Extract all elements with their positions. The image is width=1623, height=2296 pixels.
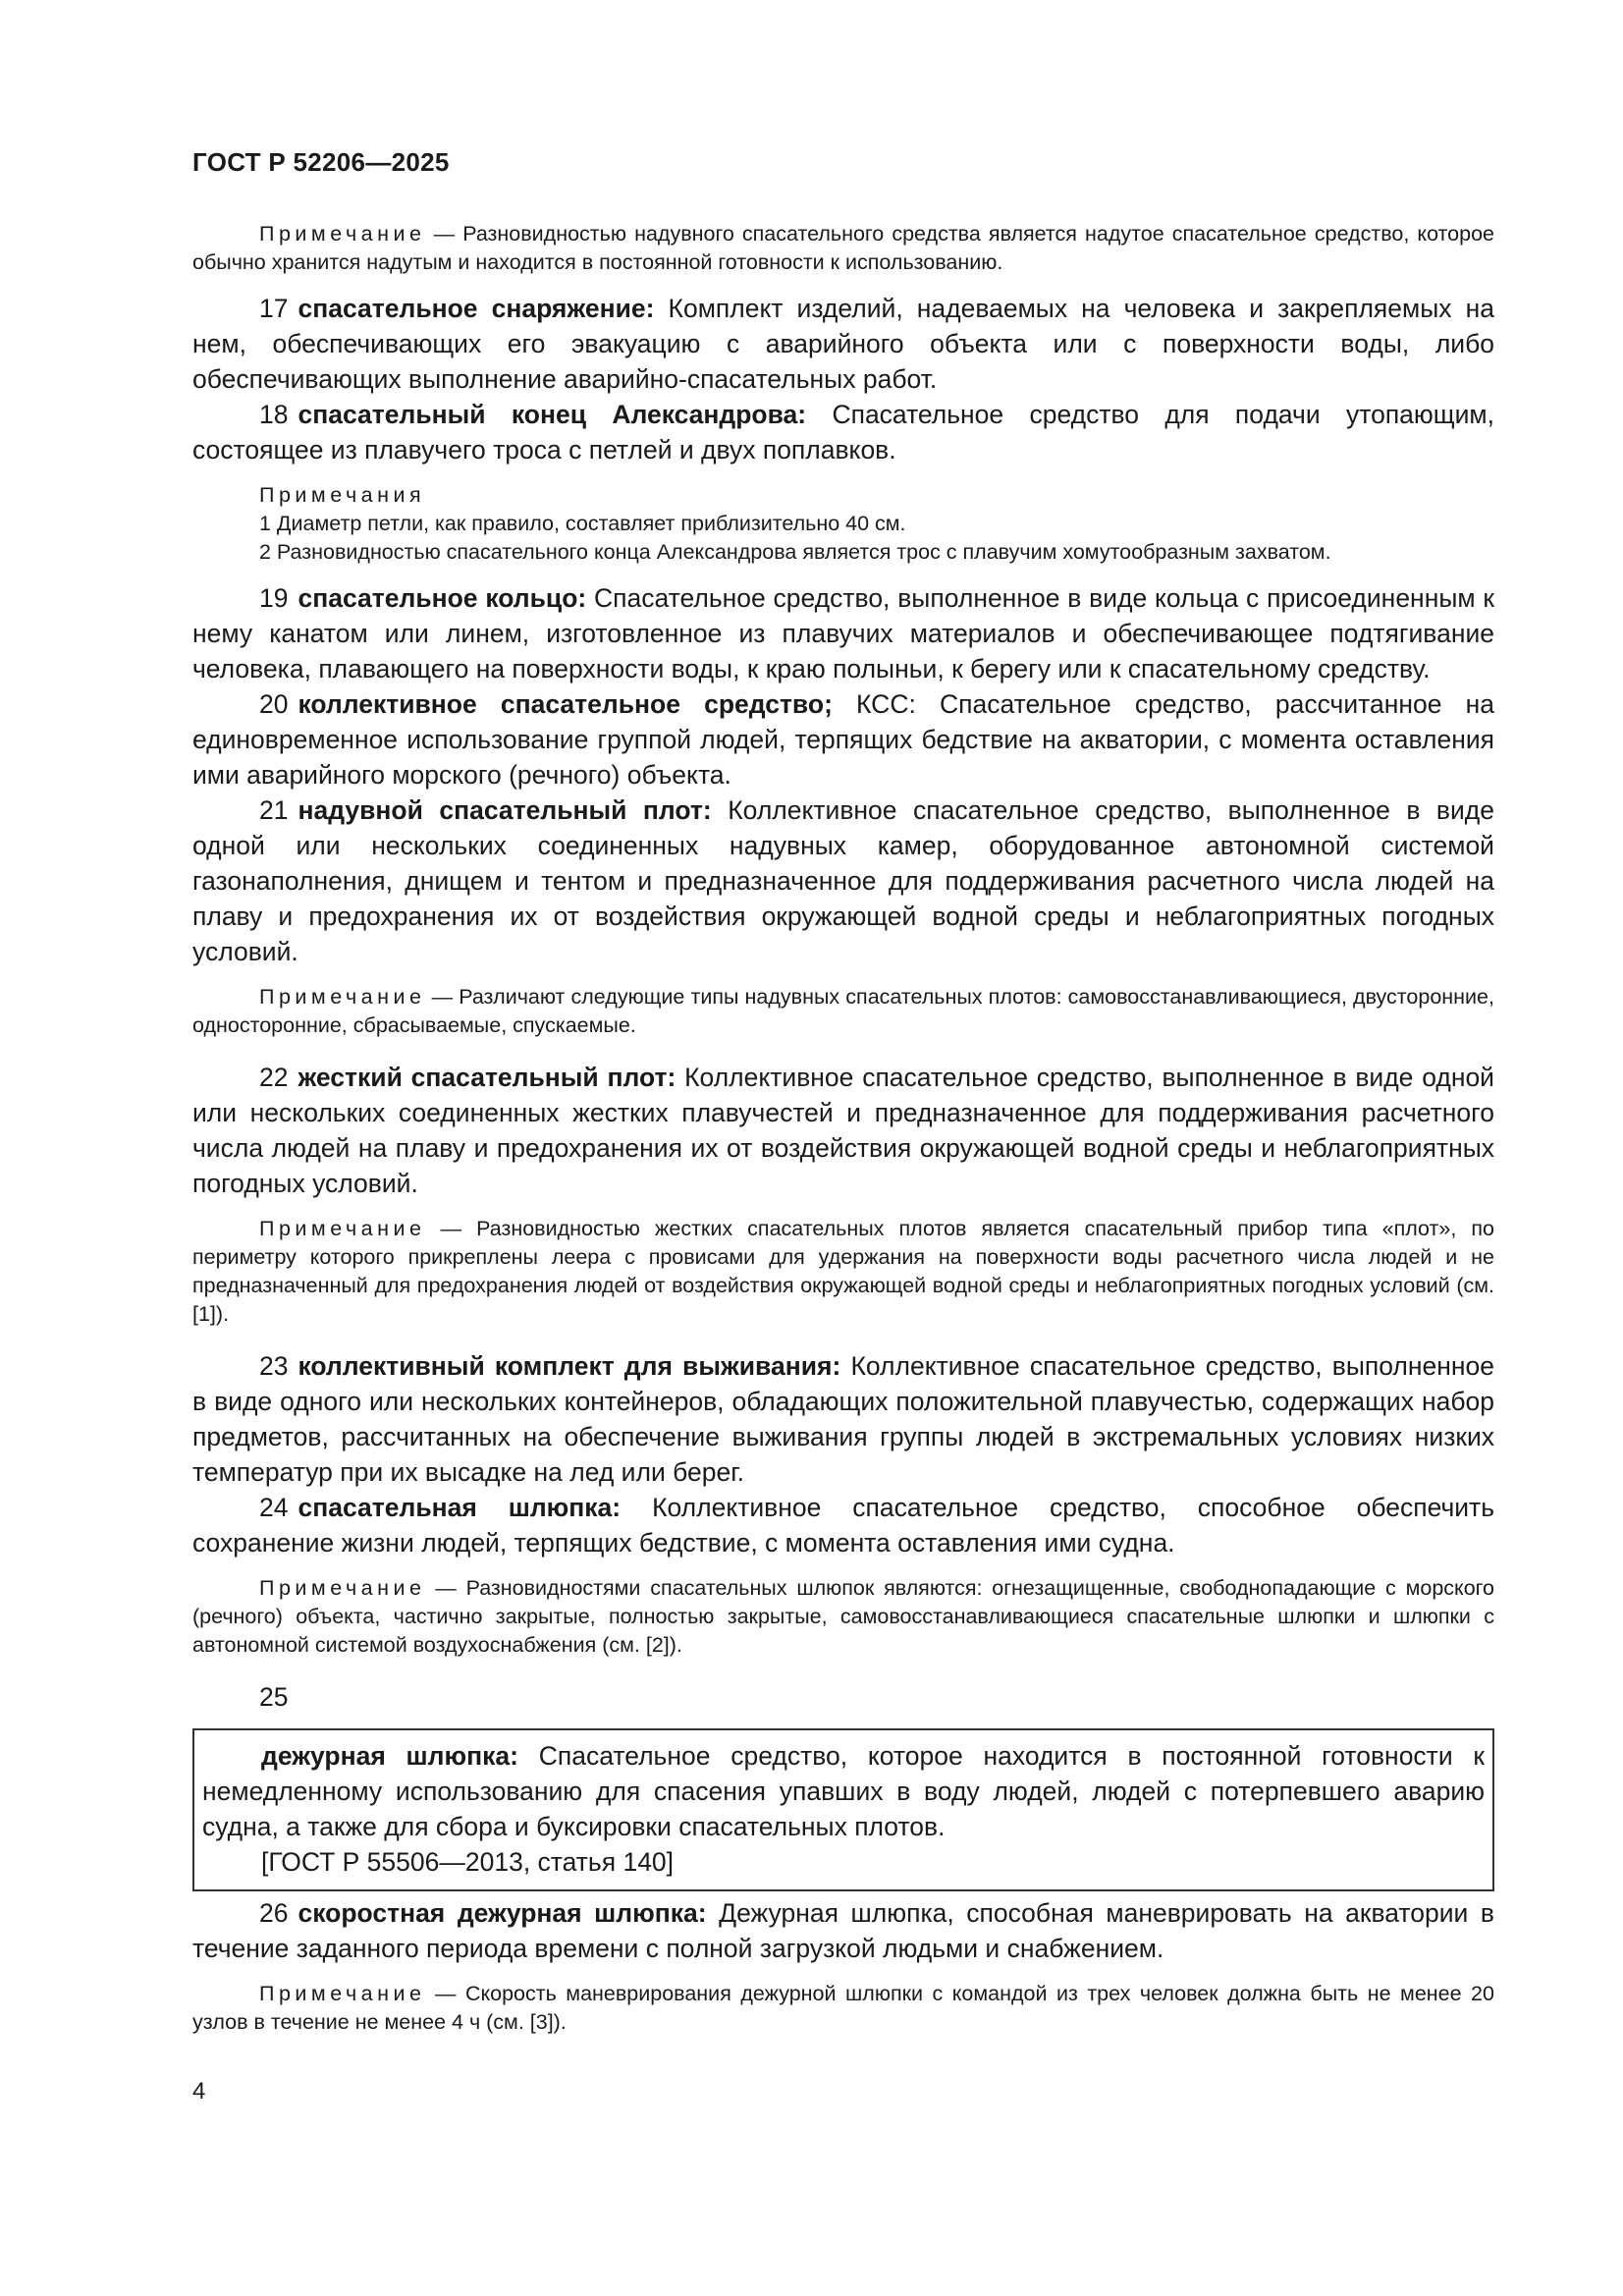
term-definition: Коллективное спасательное средство, выполненное в виде одной или нескольких соединенных надувных камер, оборудованное автономной системой газонаполнения, днищем и тентом и предназначенное для поддерживания расчетного числа людей на плаву и предохранения их от воздействия окружающей водной среды и неблагоприятных погодных условий. [192,795,1495,966]
note-24: Примечание — Разновидностями спасательных шлюпок являются: огнезащищенные, свободнопадающие с морского (речного) объекта, частично закрытые, полностью закрытые, самовосстанавливающиеся спасательные шлюпки и шлюпки с автономной системой воздухоснабжения (см. [2]). [192,1576,1494,1657]
term-definition: Коллективное спасательное средство, способное обеспечить сохранение жизни людей, терпящих бедствие, с момента оставления ими судна. [192,1493,1495,1558]
term-17 [192,291,1494,397]
term-19 [192,580,1494,686]
note-26: Примечание — Скорость маневрирования дежурной шлюпки с командой из трех человек должна быть не менее 20 узлов в течение не менее 4 ч (см. [3]). [192,1982,1494,2034]
note-text: Различают следующие типы надувных спасательных плотов: самовосстанавливающиеся, двусторонние, односторонние, сбрасываемые, спускаемые. [192,985,1494,1037]
note-text: Разновидностью надувного спасательного средства является надутое спасательное средство, которое обычно хранится надутым и находится в постоянной готовности к использованию. [192,222,1494,274]
note-22: Примечание — Разновидностью жестких спасательных плотов является спасательный прибор типа «плот», по периметру которого прикреплены леера с провисами для удержания на поверхности воды расчетного числа людей и не предназначенный для предохранения людей от воздействия окружающей водной среды и неблагоприятных погодных условий (см. [1]). [192,1217,1494,1326]
term-name: надувной спасательный плот: [298,795,712,825]
term-name: спасательное кольцо: [298,583,587,613]
term-number: 21 [259,795,289,825]
note-21: Примечание — Различают следующие типы надувных спасательных плотов: самовосстанавливающиеся, двусторонние, односторонние, сбрасываемые, спускаемые. [192,985,1494,1037]
term-number: 23 [259,1351,289,1381]
note-18-2: 2 Разновидностью спасательного конца Александрова является трос с плавучим хомутообразным захватом. [259,540,1331,564]
term-name: спасательное снаряжение: [298,294,655,323]
term-23 [192,1348,1494,1490]
term-number: 20 [259,689,289,719]
term-definition: Дежурная шлюпка, способная маневрировать на акватории в течение заданного периода времени с полной загрузкой людьми и снабжением. [192,1898,1494,1963]
term-20 [192,686,1494,793]
term-definition: Коллективное спасательное средство, выполненное в виде одной или нескольких соединенных жестких плавучестей и предназначенное для поддерживания расчетного числа людей на плаву и предохранения их от воздействия окружающей водной среды и неблагоприятных погодных условий. [192,1063,1494,1198]
note-label: Примечание [259,222,426,246]
term-name: жесткий спасательный плот: [298,1063,676,1092]
page-number: 4 [192,2078,206,2105]
note-text: Разновидностью жестких спасательных плотов является спасательный прибор типа «плот», по периметру которого прикреплены леера с провисами для удержания на поверхности воды расчетного числа людей и не предназначенный для предохранения людей от воздействия окружающей водной среды и неблагоприятных погодных условий (см. [1]). [192,1217,1494,1326]
term-definition: Коллективное спасательное средство, выполненное в виде одного или нескольких контейнеров, обладающих положительной плавучестью, содержащих набор предметов, рассчитанных на обеспечение выживания группы людей в экстремальных условиях низких температур при их высадке на лед или берег. [192,1351,1494,1487]
term-name: дежурная шлюпка: [261,1741,518,1771]
note-18-1: 1 Диаметр петли, как правило, составляет приблизительно 40 см. [259,512,906,535]
notes-heading: Примечания [259,483,426,507]
term-definition: Спасательное средство для подачи утопающим, состоящее из плавучего троса с петлей и двух поплавков. [192,400,1494,465]
term-name: скоростная дежурная шлюпка: [298,1898,707,1928]
document-body [192,220,1494,2037]
term-number: 24 [259,1493,289,1522]
note-label: Примечание [259,1217,426,1240]
term-definition: Комплект изделий, надеваемых на человека и закрепляемых на нем, обеспечивающих его эвакуацию с аварийного объекта или с поверхности воды, либо обеспечивающих выполнение аварийно-спасательных работ. [192,294,1494,394]
document-header: ГОСТ Р 52206—2025 [192,147,450,177]
term-number: 26 [259,1898,289,1928]
term-name: коллективный комплект для выживания: [298,1351,841,1381]
note-16: Примечание — Разновидностью надувного спасательного средства является надутое спасательное средство, которое обычно хранится надутым и находится в постоянной готовности к использованию. [192,222,1494,274]
term-21 [192,793,1494,969]
term-definition: Спасательное средство, рассчитанное на единовременное использование группой людей, терпящих бедствие на акватории, с момента оставления ими аварийного морского (речного) объекта. [192,689,1494,790]
term-definition: Спасательное средство, которое находится в постоянной готовности к немедленному использованию для спасения упавших в воду людей, людей с потерпевшего аварию судна, а также для сбора и буксировки спасательных плотов. [202,1741,1485,1841]
term-name: коллективное спасательное средство; [298,689,833,719]
term-number: 19 [259,583,289,613]
note-label: Примечание [259,1576,426,1600]
term-18 [192,397,1494,467]
term-number: 18 [259,400,289,429]
note-text: Скорость маневрирования дежурной шлюпки с командой из трех человек должна быть не менее 20 узлов в течение не менее 4 ч (см. [3]). [192,1982,1494,2034]
term-name: спасательный конец Александрова: [298,400,807,429]
term-25-box [192,1728,1494,1891]
note-label: Примечание [259,985,426,1009]
term-24 [192,1490,1494,1560]
term-22 [192,1060,1494,1201]
term-25-number: 25 [259,1682,289,1712]
term-definition: Спасательное средство, выполненное в виде кольца с присоединенным к нему канатом или линем, изготовленное из плавучих материалов и обеспечивающее подтягивание человека, плавающего на поверхности воды, к краю полыньи, к берегу или к спасательному средству. [192,583,1494,683]
note-text: Разновидностями спасательных шлюпок являются: огнезащищенные, свободнопадающие с морского (речного) объекта, частично закрытые, полностью закрытые, самовосстанавливающиеся спасательные шлюпки и шлюпки с автономной системой воздухоснабжения (см. [2]). [192,1576,1494,1657]
term-25 [202,1738,1485,1844]
term-25-reference: [ГОСТ Р 55506—2013, статья 140] [261,1847,675,1877]
note-label: Примечание [259,1982,426,2005]
term-name: спасательная шлюпка: [298,1493,622,1522]
term-abbreviation: КСС: [856,689,916,719]
term-26 [192,1895,1494,1966]
term-number: 22 [259,1063,289,1092]
term-number: 17 [259,294,289,323]
